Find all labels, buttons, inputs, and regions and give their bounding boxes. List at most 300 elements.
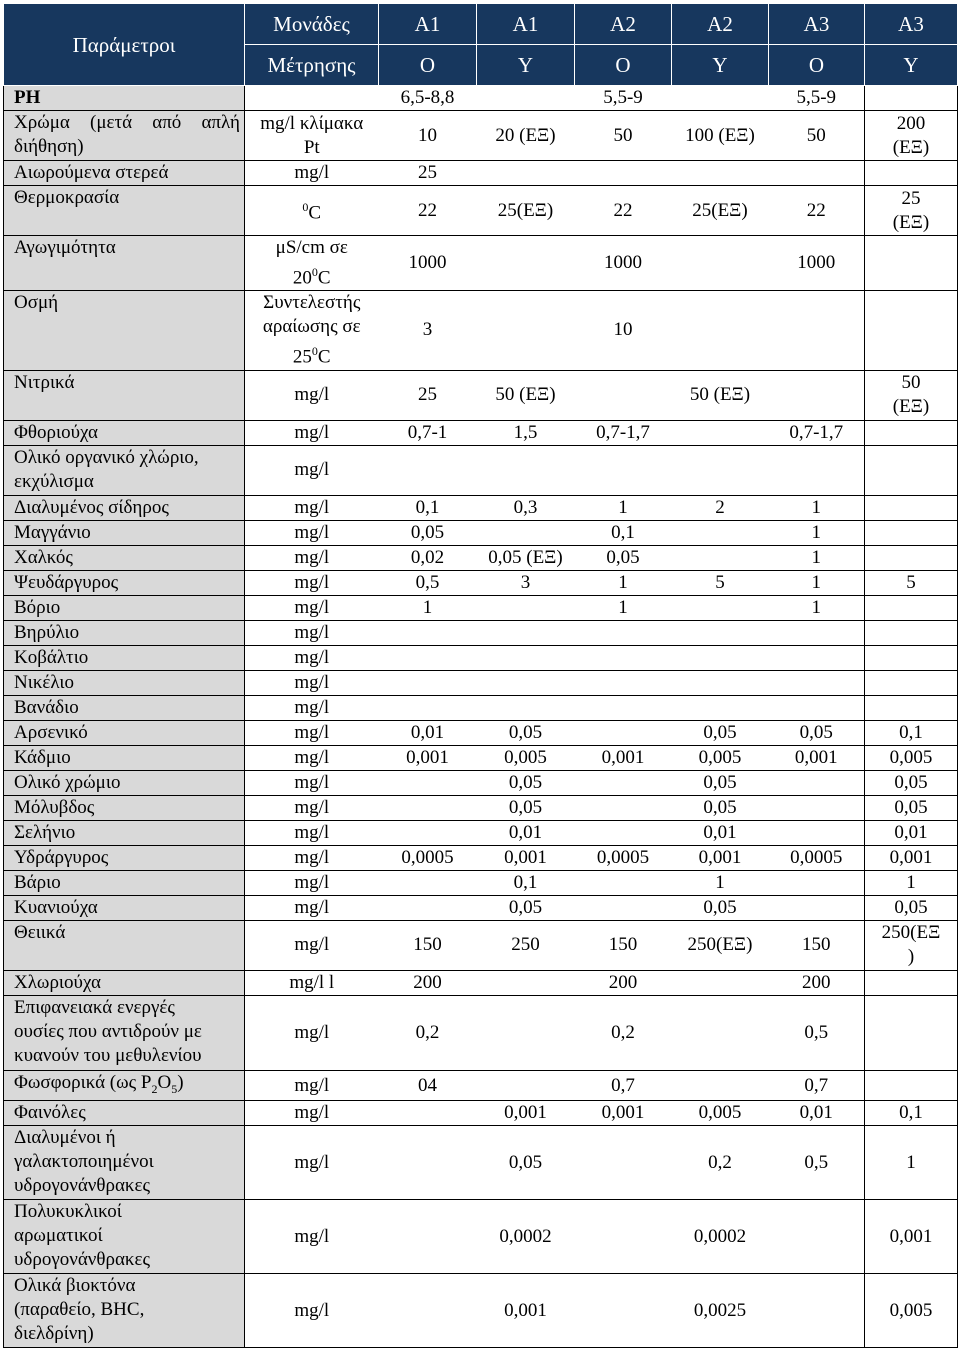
value-cell: 0,5 — [769, 995, 865, 1070]
value-cell: 1 — [769, 545, 865, 570]
unit-color-line1: mg/l κλίμακα — [260, 112, 364, 134]
value-cell: 0,05 — [672, 720, 769, 745]
table-row — [4, 645, 958, 670]
value-cell: 0,001 — [575, 1101, 672, 1126]
value-cell — [865, 970, 958, 995]
value-cell — [769, 795, 865, 820]
value-line: 25 — [901, 187, 921, 209]
value-cell — [672, 520, 769, 545]
value-cell: 22 — [769, 186, 865, 236]
value-cell: 1,5 — [477, 420, 575, 445]
value-cell: 150 — [575, 920, 672, 970]
param-phosphates — [4, 1070, 245, 1101]
param-chlorides: Χλωριούχα — [4, 970, 245, 995]
value-cell: 0,01 — [477, 820, 575, 845]
param-manganese: Μαγγάνιο — [4, 520, 245, 545]
unit-cell: mg/l — [245, 870, 379, 895]
value-cell — [769, 870, 865, 895]
value-cell — [865, 420, 958, 445]
value-cell: 1 — [672, 870, 769, 895]
table-row — [4, 1200, 958, 1274]
value-cell: 5 — [865, 570, 958, 595]
value-cell — [865, 86, 958, 111]
value-cell: 200 — [769, 970, 865, 995]
value-cell: 1 — [575, 495, 672, 520]
value-cell: 0,05 — [575, 545, 672, 570]
value-cell: 22 — [379, 186, 477, 236]
value-cell — [865, 920, 958, 970]
table-row — [4, 895, 958, 920]
value-cell — [865, 495, 958, 520]
value-cell: 50 (ΕΞ) — [477, 370, 575, 420]
value-cell: 0,1 — [477, 870, 575, 895]
unit-cell: mg/l — [245, 1126, 379, 1200]
value-cell: 0,05 — [477, 1126, 575, 1200]
header-a1-y-top: A1 — [477, 4, 575, 45]
value-cell: 0,1 — [865, 1101, 958, 1126]
header-a2-y-top: A2 — [672, 4, 769, 45]
unit-cell: mg/l — [245, 1101, 379, 1126]
param-line: εκχύλισμα — [14, 470, 94, 492]
value-cell: 0,05 — [865, 770, 958, 795]
table-row — [4, 795, 958, 820]
value-cell — [575, 370, 672, 420]
param-subscript: 2 — [151, 1081, 158, 1096]
value-line: 200 — [896, 112, 926, 134]
unit-cell: mg/l — [245, 695, 379, 720]
value-cell: 0,01 — [865, 820, 958, 845]
table-row — [4, 236, 958, 291]
value-cell — [769, 620, 865, 645]
value-cell — [477, 236, 575, 291]
value-cell — [477, 970, 575, 995]
degree-mark: 0 — [311, 344, 318, 359]
table-row — [4, 1070, 958, 1101]
header-a3-y-top: A3 — [865, 4, 958, 45]
param-line: Διαλυμένοι ή — [14, 1127, 116, 1149]
unit-cell: mg/l — [245, 845, 379, 870]
value-cell: 1 — [575, 570, 672, 595]
param-chlorine — [4, 445, 245, 495]
value-cell — [575, 1274, 672, 1348]
table-row — [4, 870, 958, 895]
degree-mark: 0 — [311, 265, 318, 279]
value-cell — [575, 1200, 672, 1274]
param-copper: Χαλκός — [4, 545, 245, 570]
param-color-line1: Χρώμα (μετά από απλή — [14, 112, 240, 133]
header-a3-y-bottom: Y — [865, 45, 958, 86]
value-cell: 0,001 — [672, 845, 769, 870]
value-cell: 0,001 — [865, 845, 958, 870]
unit-cell: mg/l — [245, 420, 379, 445]
unit-color-line2: Pt — [303, 136, 320, 158]
value-cell: 25 — [379, 370, 477, 420]
value-cell — [575, 770, 672, 795]
standards-table-wrapper — [3, 3, 957, 1348]
value-cell: 0,001 — [477, 845, 575, 870]
table-row — [4, 720, 958, 745]
value-cell — [672, 645, 769, 670]
value-cell: 0,05 — [477, 895, 575, 920]
value-cell — [379, 795, 477, 820]
table-row — [4, 745, 958, 770]
value-cell — [769, 895, 865, 920]
param-text: ) — [177, 1071, 184, 1093]
table-row — [4, 420, 958, 445]
value-cell: 0,05 — [865, 795, 958, 820]
param-line: διελδρίνη) — [14, 1323, 94, 1345]
value-cell — [769, 370, 865, 420]
value-cell — [769, 695, 865, 720]
value-cell — [379, 1200, 477, 1274]
unit-cell: mg/l — [245, 820, 379, 845]
value-cell: 2 — [672, 495, 769, 520]
value-cell: 1 — [865, 870, 958, 895]
unit-cell — [245, 86, 379, 111]
value-cell — [379, 1101, 477, 1126]
unit-cell: mg/l l — [245, 970, 379, 995]
param-temperature: Θερμοκρασία — [4, 186, 245, 236]
param-lead: Μόλυβδος — [4, 795, 245, 820]
value-cell — [575, 445, 672, 495]
value-cell — [865, 236, 958, 291]
value-cell: 0,01 — [769, 1101, 865, 1126]
value-cell — [865, 995, 958, 1070]
value-cell — [477, 445, 575, 495]
value-cell — [769, 1274, 865, 1348]
header-a2-y-bottom: Y — [672, 45, 769, 86]
value-cell — [575, 895, 672, 920]
value-cell — [865, 291, 958, 370]
value-cell: 6,5-8,8 — [379, 86, 477, 111]
unit-text: C — [317, 267, 331, 289]
value-line: ) — [907, 946, 915, 968]
table-row — [4, 520, 958, 545]
unit-cell: mg/l — [245, 670, 379, 695]
value-cell: 250(ΕΞ) — [672, 920, 769, 970]
value-cell — [575, 820, 672, 845]
value-cell — [379, 445, 477, 495]
value-cell — [769, 820, 865, 845]
value-cell — [672, 445, 769, 495]
value-cell — [477, 291, 575, 370]
value-cell — [575, 795, 672, 820]
value-cell — [672, 995, 769, 1070]
unit-cell: mg/l — [245, 545, 379, 570]
value-cell — [379, 1126, 477, 1200]
value-cell — [865, 620, 958, 645]
unit-text: C — [317, 346, 331, 368]
value-cell: 0,005 — [865, 745, 958, 770]
unit-cell: mg/l — [245, 645, 379, 670]
value-cell — [865, 111, 958, 161]
value-cell — [672, 420, 769, 445]
header-units-top: Μονάδες — [245, 4, 379, 45]
value-cell — [865, 520, 958, 545]
value-cell: 0,005 — [672, 745, 769, 770]
value-cell: 0,05 — [477, 795, 575, 820]
value-cell: 5,5-9 — [575, 86, 672, 111]
value-cell — [672, 236, 769, 291]
value-cell: 0,005 — [477, 745, 575, 770]
value-cell — [477, 995, 575, 1070]
value-cell — [672, 291, 769, 370]
value-cell: 0,5 — [769, 1126, 865, 1200]
value-cell — [769, 670, 865, 695]
value-cell — [769, 161, 865, 186]
param-line: κυανούν του μεθυλενίου — [14, 1044, 202, 1066]
unit-cell: mg/l — [245, 1200, 379, 1274]
value-cell: 1000 — [575, 236, 672, 291]
value-cell: 0,7-1,7 — [575, 420, 672, 445]
value-cell: 0,0005 — [769, 845, 865, 870]
value-cell — [865, 1070, 958, 1101]
value-cell: 3 — [379, 291, 477, 370]
table-row — [4, 595, 958, 620]
table-row — [4, 670, 958, 695]
param-line: Πολυκυκλικοί — [14, 1201, 122, 1223]
unit-cell: mg/l — [245, 595, 379, 620]
value-cell: 1 — [575, 595, 672, 620]
value-cell: 0,05 — [769, 720, 865, 745]
unit-cell: mg/l — [245, 570, 379, 595]
param-selenium: Σελήνιο — [4, 820, 245, 845]
param-text: O — [157, 1071, 172, 1093]
value-cell — [575, 720, 672, 745]
value-cell: 0,0005 — [575, 845, 672, 870]
value-cell: 0,7-1 — [379, 420, 477, 445]
param-arsenic: Αρσενικό — [4, 720, 245, 745]
param-pesticides — [4, 1274, 245, 1348]
unit-text: C — [308, 202, 322, 224]
header-a2-o-bottom: O — [575, 45, 672, 86]
unit-text: 20 — [292, 267, 312, 289]
param-line: (παραθείο, ΒΗC, — [14, 1299, 145, 1321]
param-odor: Οσμή — [4, 291, 245, 370]
value-cell — [865, 545, 958, 570]
table-row — [4, 291, 958, 370]
value-cell — [865, 695, 958, 720]
value-cell: 0,0005 — [379, 845, 477, 870]
value-line: (ΕΞ) — [892, 211, 930, 233]
value-cell: 0,2 — [575, 995, 672, 1070]
unit-cell: mg/l — [245, 895, 379, 920]
param-line: υδρογονάνθρακες — [14, 1249, 150, 1271]
param-surfactants — [4, 995, 245, 1070]
value-cell: 0,05 — [477, 770, 575, 795]
value-cell — [865, 445, 958, 495]
value-cell — [575, 645, 672, 670]
unit-line: αραίωσης σε — [262, 316, 361, 338]
table-row — [4, 186, 958, 236]
value-cell: 0,2 — [672, 1126, 769, 1200]
value-cell: 200 — [379, 970, 477, 995]
value-cell: 0,05 — [379, 520, 477, 545]
table-row — [4, 970, 958, 995]
param-solids: Αιωρούμενα στερεά — [4, 161, 245, 186]
unit-line — [249, 260, 375, 290]
value-cell — [477, 670, 575, 695]
value-cell — [379, 645, 477, 670]
unit-cell: mg/l — [245, 620, 379, 645]
unit-color — [245, 111, 379, 161]
value-cell — [379, 695, 477, 720]
value-cell — [769, 645, 865, 670]
value-cell — [575, 1126, 672, 1200]
value-cell — [477, 620, 575, 645]
header-a3-o-top: A3 — [769, 4, 865, 45]
value-cell: 25 — [379, 161, 477, 186]
param-color — [4, 111, 245, 161]
value-cell: 25(ΕΞ) — [477, 186, 575, 236]
value-cell — [672, 670, 769, 695]
unit-cell: mg/l — [245, 920, 379, 970]
value-cell: 04 — [379, 1070, 477, 1101]
value-cell: 0,5 — [379, 570, 477, 595]
water-quality-standards-table — [3, 3, 958, 1348]
param-line: Ολικό οργανικό χλώριο, — [14, 446, 199, 468]
param-text: Φωσφορικά (ως P — [14, 1071, 152, 1093]
header-a3-o-bottom: O — [769, 45, 865, 86]
table-header — [4, 4, 958, 86]
value-cell — [769, 770, 865, 795]
value-cell: 0,001 — [575, 745, 672, 770]
param-conductivity: Αγωγιμότητα — [4, 236, 245, 291]
value-cell: 1 — [769, 570, 865, 595]
value-cell: 0,001 — [477, 1101, 575, 1126]
value-cell: 0,1 — [575, 520, 672, 545]
value-cell: 0,02 — [379, 545, 477, 570]
value-cell: 0,7-1,7 — [769, 420, 865, 445]
param-line: Ολικά βιοκτόνα — [14, 1275, 136, 1297]
unit-cell: mg/l — [245, 445, 379, 495]
value-cell — [477, 1070, 575, 1101]
table-row — [4, 845, 958, 870]
value-cell: 200 — [575, 970, 672, 995]
value-cell — [379, 770, 477, 795]
unit-cell: mg/l — [245, 520, 379, 545]
unit-cell: mg/l — [245, 495, 379, 520]
value-cell — [379, 1274, 477, 1348]
value-cell: 22 — [575, 186, 672, 236]
table-row — [4, 1126, 958, 1200]
value-cell — [379, 820, 477, 845]
value-cell — [575, 695, 672, 720]
value-cell: 0,7 — [769, 1070, 865, 1101]
value-cell: 5 — [672, 570, 769, 595]
value-cell: 0,001 — [865, 1200, 958, 1274]
unit-line — [249, 339, 375, 369]
value-cell — [575, 670, 672, 695]
unit-cell: mg/l — [245, 370, 379, 420]
value-cell: 0,0025 — [672, 1274, 769, 1348]
table-row — [4, 86, 958, 111]
param-color-line2: διήθηση) — [14, 136, 84, 157]
value-cell — [477, 161, 575, 186]
value-cell: 0,0002 — [477, 1200, 575, 1274]
table-row — [4, 1274, 958, 1348]
table-row — [4, 920, 958, 970]
value-cell — [575, 161, 672, 186]
header-a1-o-top: A1 — [379, 4, 477, 45]
header-a1-y-bottom: Y — [477, 45, 575, 86]
unit-cell: mg/l — [245, 161, 379, 186]
param-pah — [4, 1200, 245, 1274]
value-cell: 0,005 — [672, 1101, 769, 1126]
value-cell: 10 — [575, 291, 672, 370]
param-line: αρωματικοί — [14, 1225, 103, 1247]
value-cell: 0,05 (ΕΞ) — [477, 545, 575, 570]
value-line: 50 — [901, 372, 921, 394]
header-a2-o-top: A2 — [575, 4, 672, 45]
value-cell — [672, 161, 769, 186]
table-row — [4, 995, 958, 1070]
param-line: γαλακτοποιημένοι — [14, 1151, 154, 1173]
value-cell: 0,001 — [379, 745, 477, 770]
table-row — [4, 545, 958, 570]
value-cell — [672, 86, 769, 111]
degree-mark: 0 — [302, 200, 309, 215]
table-row — [4, 445, 958, 495]
value-cell — [769, 291, 865, 370]
param-line: ουσίες που αντιδρούν με — [14, 1020, 202, 1042]
value-cell: 1 — [769, 495, 865, 520]
value-cell — [672, 620, 769, 645]
value-cell — [379, 870, 477, 895]
value-cell — [575, 870, 672, 895]
table-row — [4, 695, 958, 720]
value-cell: 150 — [769, 920, 865, 970]
param-subscript: 5 — [171, 1081, 178, 1096]
value-line: (ΕΞ) — [892, 396, 930, 418]
value-cell: 1000 — [769, 236, 865, 291]
header-row-top — [4, 4, 958, 45]
value-cell: 25(ΕΞ) — [672, 186, 769, 236]
unit-cell: mg/l — [245, 720, 379, 745]
value-cell — [865, 645, 958, 670]
param-cobalt: Κοβάλτιο — [4, 645, 245, 670]
value-cell: 1000 — [379, 236, 477, 291]
value-cell: 50 — [575, 111, 672, 161]
value-cell — [672, 595, 769, 620]
param-iron: Διαλυμένος σίδηρος — [4, 495, 245, 520]
param-ph: PH — [4, 86, 245, 111]
value-cell: 0,05 — [865, 895, 958, 920]
table-row — [4, 495, 958, 520]
value-cell: 3 — [477, 570, 575, 595]
value-cell — [865, 186, 958, 236]
value-cell: 50 (ΕΞ) — [672, 370, 769, 420]
value-cell: 100 (ΕΞ) — [672, 111, 769, 161]
value-line: 250(ΕΞ — [881, 922, 941, 944]
value-cell — [865, 595, 958, 620]
value-cell: 150 — [379, 920, 477, 970]
value-cell: 1 — [769, 520, 865, 545]
value-line: (ΕΞ) — [892, 136, 930, 158]
unit-cell: mg/l — [245, 795, 379, 820]
value-cell — [477, 595, 575, 620]
table-row — [4, 161, 958, 186]
value-cell — [672, 695, 769, 720]
param-chromium: Ολικό χρώμιο — [4, 770, 245, 795]
unit-cell: mg/l — [245, 770, 379, 795]
param-hydrocarbons — [4, 1126, 245, 1200]
param-boron: Βόριο — [4, 595, 245, 620]
value-cell — [672, 545, 769, 570]
unit-text: 25 — [292, 346, 312, 368]
value-cell — [379, 895, 477, 920]
param-fluoride: Φθοριούχα — [4, 420, 245, 445]
